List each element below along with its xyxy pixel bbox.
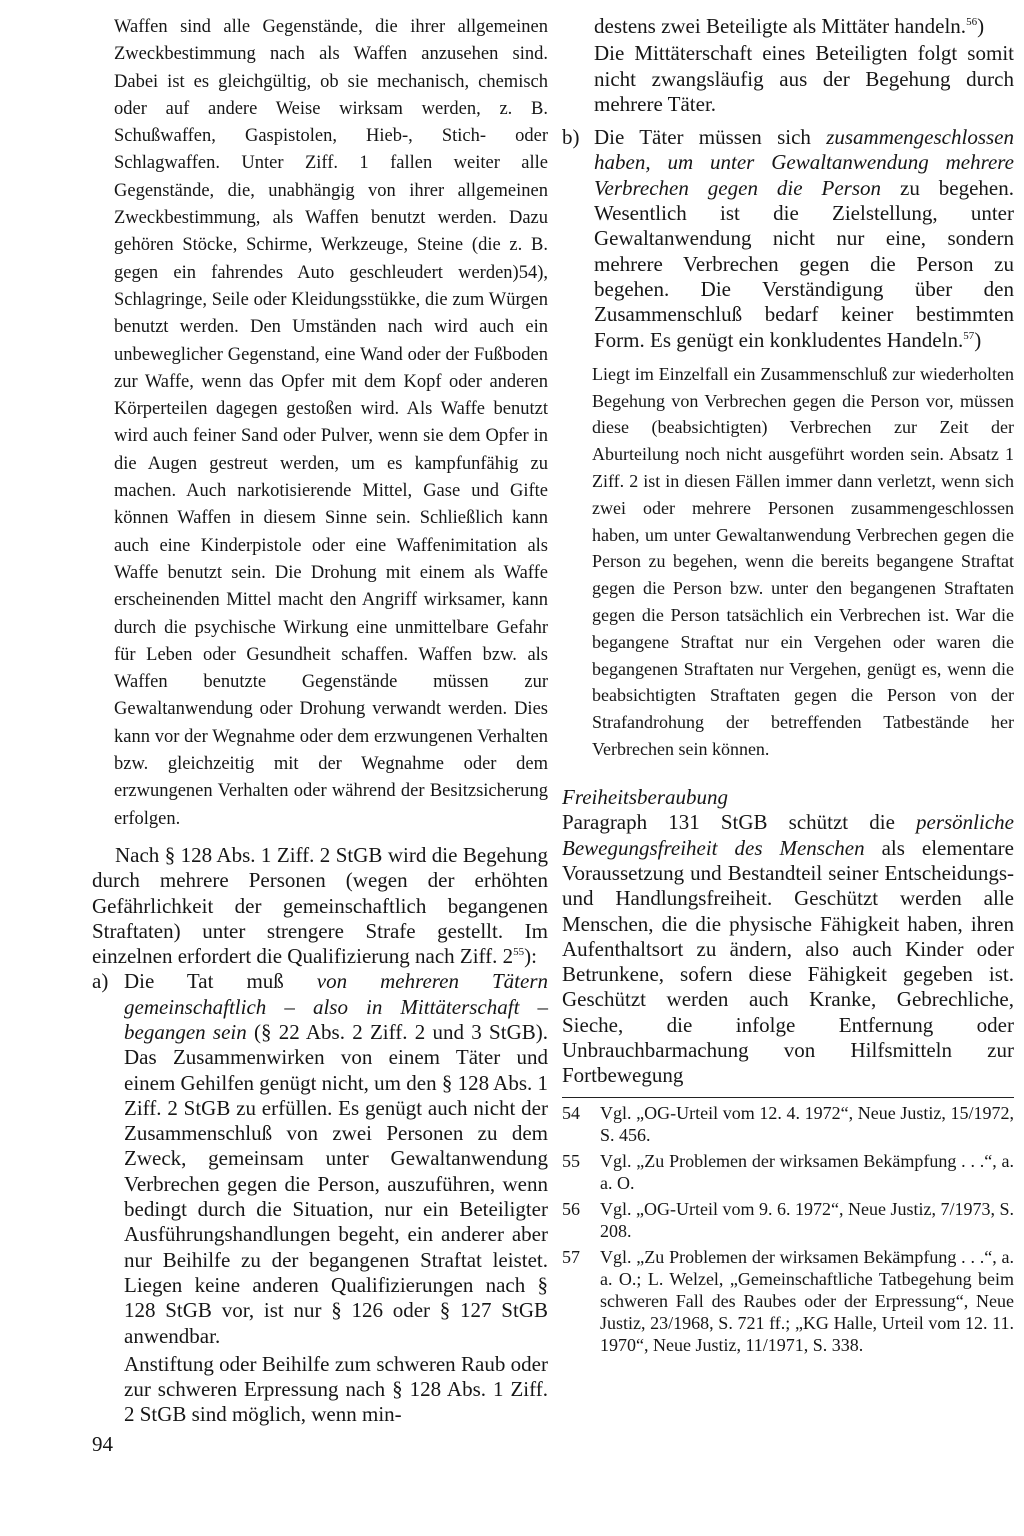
item-a-emphasis: von mehreren Tätern gemeinschaftlich – also in Mittäterschaft – begangen sein <box>124 969 548 1044</box>
list-item-b <box>562 125 1014 353</box>
section-heading: Freiheitsberaubung <box>562 784 729 809</box>
list-item-b-text <box>594 125 1014 353</box>
continued-text <box>594 14 1014 39</box>
list-marker-b: b) <box>562 125 580 150</box>
paragraph-128-end: ): <box>524 944 537 969</box>
item-b-text-end: ) <box>974 327 982 352</box>
footnote-text: Vgl. „OG-Urteil vom 12. 4. 1972“, Neue Justiz, 15/1972, S. 456. <box>600 1102 1014 1145</box>
page-number: 94 <box>92 1432 113 1456</box>
footnote-56 <box>562 1198 1014 1242</box>
footnote-ref-55: 55 <box>513 946 525 959</box>
footnotes-list <box>562 1102 1014 1356</box>
item-a-text-start: Die Tat muß <box>124 969 317 994</box>
paragraph-128-intro <box>92 843 548 969</box>
section-paragraph <box>562 810 1014 1088</box>
list-item-a-text <box>124 969 548 1348</box>
right-column <box>562 14 1014 1360</box>
section-emphasis: persönliche Bewegungsfreiheit des Menschen <box>562 810 1014 860</box>
footnote-text: Vgl. „Zu Problemen der wirksamen Bekämpfung . . .“, a. a. O. <box>600 1150 1014 1193</box>
item-a-text-rest: (§ 22 Abs. 2 Ziff. 2 und 3 StGB). Das Zusammenwirken von einem Täter und einem Gehilfen genügt nicht, um den § 128 Abs. 1 Ziff. 2 StGB zu erfüllen. Es genügt auch nicht der Zusammenschluß von zwei Personen zu dem Zweck, gemeinsam unter Gewaltanwendung Verbrechen gegen die Person, auszuführen, wenn bedingt durch die Situation, nur ein Beteiligter Ausführungshandlungen begeht, ein anderer aber nur Beihilfe zu der begangenen Straftat leistet. Liegen keine anderen Qualifizierungen nach § 128 StGB vor, ist nur § 126 oder § 127 StGB anwendbar. <box>124 1019 549 1348</box>
section-text-start: Paragraph 131 StGB schützt die <box>562 810 917 835</box>
footnote-ref-56: 56 <box>966 16 978 28</box>
section-text-rest: als elementare Voraussetzung und Bestandteil seiner Entscheidungs- und Handlungsfreiheit. Geschützt werden alle Menschen, die die physische Fähigkeit haben, ihren Aufenthaltsort zu ändern, also auch Kinder oder Betrunkene, sofern diese Fähigkeit gegeben ist. Geschützt werden auch Kranke, Gebrechliche, Sieche, die infolge Entfernung oder Unbrauchbarmachung von Hilfsmitteln zur Fortbewegung <box>562 835 1014 1088</box>
footnote-number: 54 <box>562 1102 580 1123</box>
footnote-text: Vgl. „OG-Urteil vom 9. 6. 1972“, Neue Justiz, 7/1973, S. 208. <box>600 1198 1014 1241</box>
list-item-a-continuation: Anstiftung oder Beihilfe zum schweren Raub oder zur schweren Erpressung nach § 128 Abs. 1 Ziff. 2 StGB sind möglich, wenn min- <box>124 1351 548 1427</box>
footnote-55 <box>562 1150 1014 1194</box>
list-item-a <box>92 969 548 1427</box>
footnote-54 <box>562 1102 1014 1146</box>
left-column <box>92 14 548 1428</box>
mittaeterschaft-paragraph: Die Mittäterschaft eines Beteiligten folgt somit nicht zwangsläufig aus der Begehung durch mehrere Täter. <box>594 41 1014 116</box>
footnote-number: 56 <box>562 1198 580 1219</box>
item-b-text-start: Die Täter müssen sich <box>594 125 827 150</box>
continued-text-end: ) <box>977 14 985 38</box>
continued-text-main: destens zwei Beteiligte als Mittäter handeln. <box>594 14 967 38</box>
list-marker-a: a) <box>92 969 109 994</box>
footnote-number: 55 <box>562 1150 580 1171</box>
note-paragraph: Liegt im Einzelfall ein Zusammenschluß zur wiederholten Begehung von Verbrechen gegen die Person vor, müssen diese (beabsichtigten) Verbrechen zur Zeit der Aburteilung noch nicht ausgeführt worden sein. Absatz 1 Ziff. 2 ist in diesen Fällen immer dann verletzt, wenn sich zwei oder mehrere Personen zusammengeschlossen haben, um unter Gewaltanwendung Verbrechen gegen die Person zu begehen, wenn die bereits begangene Straftat gegen die Person bzw. unter den begangenen Straftaten gegen die Person tatsächlich ein Verbrechen ist. War die begangene Straftat nur ein Vergehen oder waren die begangenen Straftaten nur Vergehen, genügt es, wenn die beabsichtigten Straftaten gegen die Person von der Strafandrohung der betreffenden Tatbestände her Verbrechen sein können. <box>592 363 1014 760</box>
footnote-ref-57: 57 <box>963 329 975 342</box>
item-a-continued <box>562 14 1014 117</box>
footnote-57 <box>562 1246 1014 1356</box>
footnote-divider <box>562 1097 1014 1098</box>
item-b-text-rest: zu begehen. Wesentlich ist die Zielstellung, unter Gewaltanwendung nicht nur eine, sondern mehrere Verbrechen gegen die Person zu begehen. Die Verständigung über den Zusammenschluß bedarf keiner bestimmten Form. Es genügt ein konkludentes Handeln. <box>594 175 1014 352</box>
footnote-number: 57 <box>562 1246 580 1267</box>
footnote-text: Vgl. „Zu Problemen der wirksamen Bekämpfung . . .“, a. a. O.; L. Welzel, „Gemeinschaftliche Tatbegehung beim schweren Fall des Raubes oder der Erpressung“, Neue Justiz, 23/1968, S. 721 ff.; „KG Halle, Urteil vom 12. 11. 1970“, Neue Justiz, 11/1971, S. 338. <box>600 1246 1014 1355</box>
weapons-paragraph: Waffen sind alle Gegenstände, die ihrer allgemeinen Zweckbestimmung nach als Waffen anzusehen sind. Dabei ist es gleichgültig, ob sie mechanisch, chemisch oder auf andere Weise wirksam werden, z. B. Schußwaffen, Gaspistolen, Hieb-, Stich- oder Schlagwaffen. Unter Ziff. 1 fallen weiter alle Gegenstände, die, unabhängig von ihrer allgemeinen Zweckbestimmung, als Waffen benutzt werden. Dazu gehören Stöcke, Schirme, Werkzeuge, Steine (die z. B. gegen ein fahrendes Auto geschleudert werden)54), Schlagringe, Seile oder Kleidungsstükke, die zum Würgen benutzt werden. Den Umständen nach wird auch ein unbeweglicher Gegenstand, eine Wand oder der Fußboden zur Waffe, wenn das Opfer mit dem Kopf oder anderen Körperteilen dagegen gestoßen wird. Als Waffe benutzt wird auch feiner Sand oder Pulver, wenn sie dem Opfer in die Augen gestreut werden, um es kampfunfähig zu machen. Auch narkotisierende Mittel, Gase und Gifte können Waffen in diesem Sinne sein. Schließlich kann auch eine Kinderpistole oder eine Waffenimitation als Waffe benutzt sein. Die Drohung mit einem als Waffe erscheinenden Mittel macht den Angriff wirksamer, kann durch die psychische Wirkung eine unmittelbare Gefahr für Leben oder Gesundheit schaffen. Waffen bzw. als Waffen benutzte Gegenstände müssen zur Gewaltanwendung oder Drohung verwandt werden. Dies kann vor der Wegnahme oder dem erzwungenen Verhalten bzw. gleichzeitig mit der Wegnahme oder dem erzwungenen Verhalten oder während der Besitzsicherung erfolgen. <box>114 17 548 829</box>
item-b-emphasis: zusammengeschlossen haben, um unter Gewaltanwendung mehrere Verbrechen gegen die Person <box>594 125 1014 200</box>
paragraph-128-text: Nach § 128 Abs. 1 Ziff. 2 StGB wird die Begehung durch mehrere Personen (wegen der erhöhten Gefährlichkeit der gemeinschaftlich begangenen Straftaten) unter strengere Strafe gestellt. Im einzelnen erfordert die Qualifizierung nach Ziff. 2 <box>92 842 548 969</box>
